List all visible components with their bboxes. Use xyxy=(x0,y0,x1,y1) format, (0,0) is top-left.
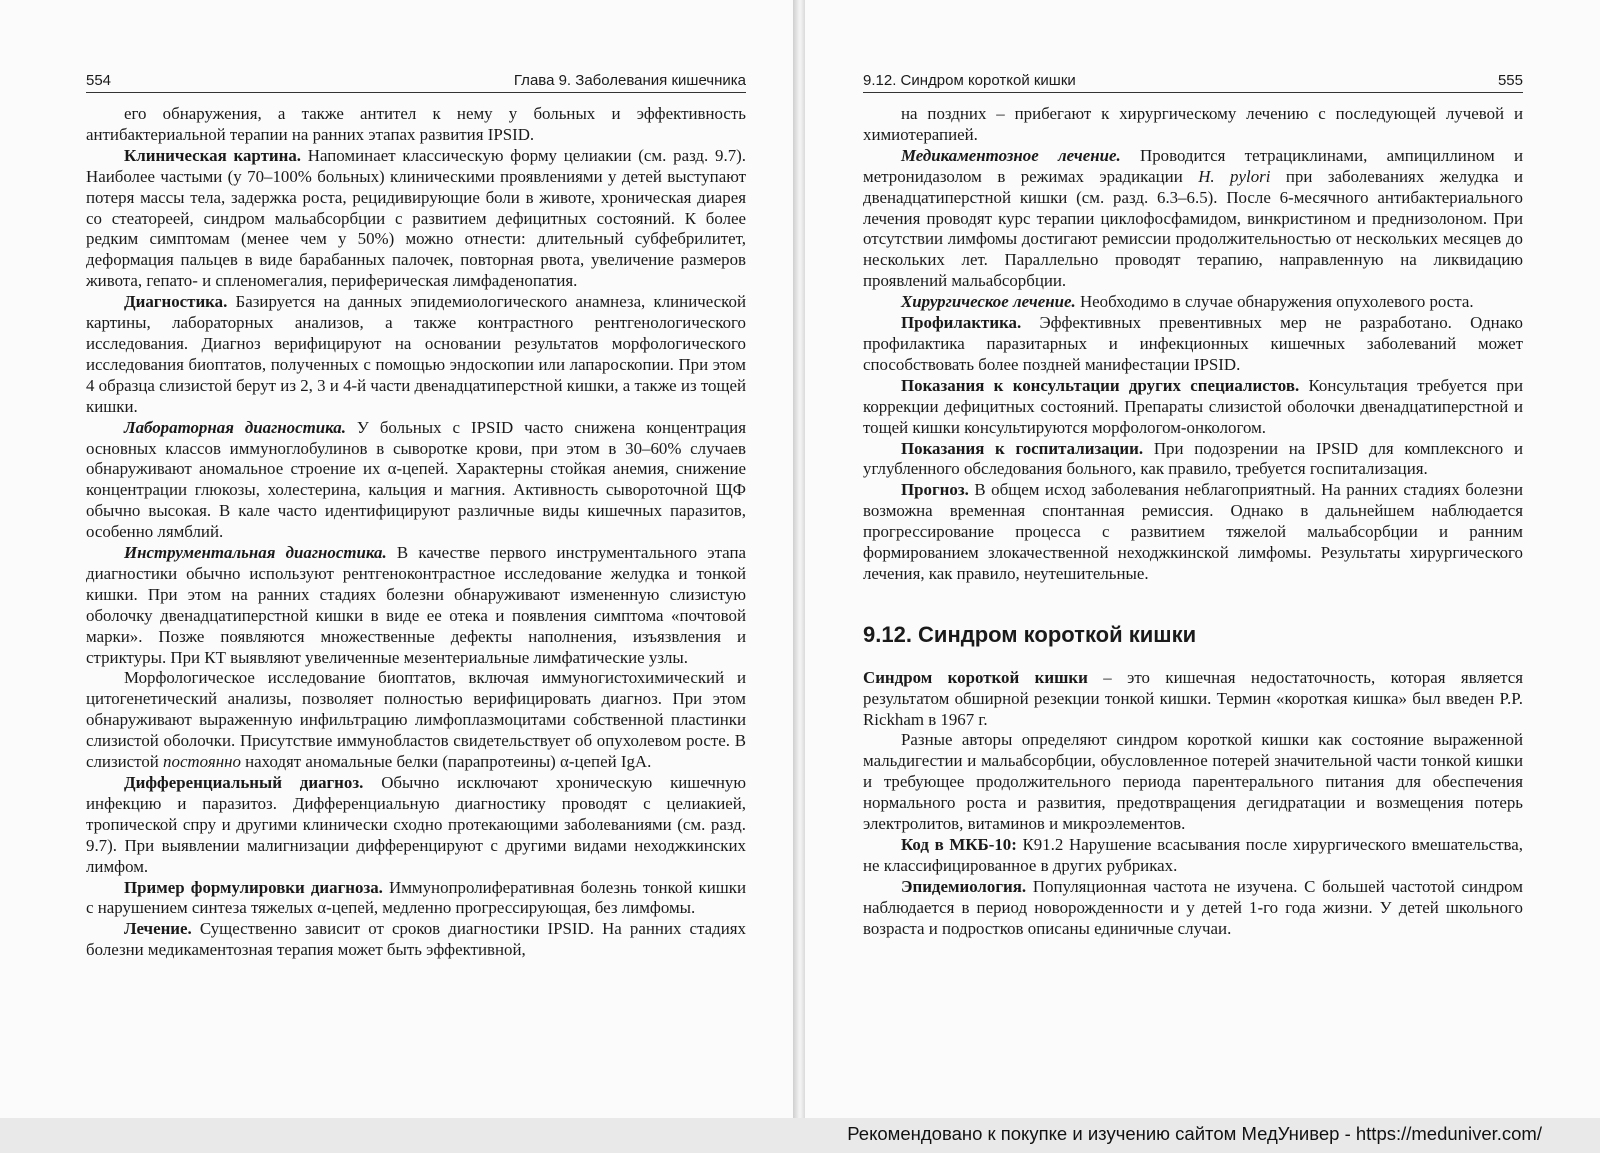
paragraph-text: Проводится тетрациклинами, ампициллином и метронидазолом в режимах эрадикации xyxy=(863,145,1523,186)
paragraph-lead: Лечение. xyxy=(124,919,192,939)
paragraph xyxy=(86,418,746,543)
paragraph-lead: Синдром короткой кишки xyxy=(863,667,1088,687)
paragraph-lead: Код в МКБ-10: xyxy=(901,835,1017,854)
paragraph-text: – это кишечная недостаточность, которая является результатом обширной резекции тонкой кишки. Термин «короткая кишка» был введен P.P. Rickham в 1967 г. xyxy=(863,667,1523,729)
paragraph-lead-italic: Медикаментозное лечение. xyxy=(901,145,1121,165)
paragraph-text: Необходимо в случае обнаружения опухолевого роста. xyxy=(1075,292,1474,312)
paragraph xyxy=(863,480,1523,585)
paragraph-lead: Прогноз. xyxy=(901,480,969,500)
left-chapter-title: Глава 9. Заболевания кишечника xyxy=(513,72,746,89)
paragraph xyxy=(86,543,746,668)
right-page-number: 555 xyxy=(1497,72,1523,89)
paragraph xyxy=(86,146,746,292)
paragraph xyxy=(86,878,746,920)
right-section-title: 9.12. Синдром короткой кишки xyxy=(863,72,1076,89)
paragraph-tail: при заболеваниях желудка и двенадцатиперстной кишки (см. разд. 6.3–6.5). После 6-месячного антибактериального лечения проводят курс терапии циклофосфамидом, винкристином и преднизолоном. При отсутствии лимфомы достигают ремиссии продолжительностью от нескольких месяцев до нескольких лет. Параллельно проводят терапию, направленную на ликвидацию проявлений мальабсорбции. xyxy=(863,166,1523,291)
paragraph-italic: H. pylori xyxy=(1198,166,1271,186)
paragraph-lead: Пример формулировки диагноза. xyxy=(124,877,383,897)
paragraph xyxy=(86,668,746,773)
paragraph xyxy=(863,877,1523,940)
paragraph-text: на поздних – прибегают к хирургическому лечению с последующей лучевой и химиотерапией. xyxy=(863,104,1523,144)
paragraph-lead: Профилактика. xyxy=(901,313,1022,333)
footer-watermark: Рекомендовано к покупке и изучению сайтом МедУнивер - https://meduniver.com/ xyxy=(847,1123,1542,1144)
paragraph xyxy=(86,292,746,417)
left-page-body xyxy=(86,104,746,961)
paragraph-lead: Дифференциальный диагноз. xyxy=(124,773,364,792)
right-top-paragraphs xyxy=(863,104,1523,585)
paragraph-lead-italic: Инструментальная диагностика. xyxy=(124,543,387,563)
paragraph-text: Разные авторы определяют синдром короткой кишки как состояние выраженной мальдигестии и мальабсорбции, обусловленное потерей значительной части тонкой кишки и требующее продолжительного периода парентерального питания для обеспечения нормального роста и развития, предотвращения дегидратации и возмещения потерь электролитов, витаминов и микроэлементов. xyxy=(863,730,1523,834)
paragraph xyxy=(863,146,1523,292)
paragraph-lead-italic: Хирургическое лечение. xyxy=(901,292,1076,312)
paragraph-lead: Показания к консультации других специалистов. xyxy=(901,375,1300,395)
paragraph xyxy=(863,376,1523,439)
paragraph xyxy=(863,668,1523,731)
paragraph xyxy=(863,292,1523,313)
paragraph xyxy=(863,730,1523,835)
paragraph-tail: находят аномальные белки (парапротеины) α-цепей IgA. xyxy=(240,752,652,772)
paragraph-lead: Эпидемиология. xyxy=(901,876,1027,896)
paragraph xyxy=(86,773,746,878)
paragraph-text: При подозрении на IPSID для комплексного и углубленного обследования больного, как правило, требуется госпитализация. xyxy=(863,438,1523,479)
paragraph xyxy=(863,439,1523,481)
paragraph-text: Базируется на данных эпидемиологического анамнеза, клинической картины, лабораторных анализов, а также контрастного рентгенологического исследования. Диагноз верифицируют на основании результатов морфологического исследования биоптатов, полученных с помощью эндоскопии или лапароскопии. При этом 4 образца слизистой берут из 2, 3 и 4-й части двенадцатиперстной кишки, а также из тощей кишки. xyxy=(86,292,746,416)
paragraph-text: его обнаружения, а также антител к нему у больных и эффективность антибактериальной терапии на ранних этапах развития IPSID. xyxy=(86,104,746,144)
paragraph-lead: Показания к госпитализации. xyxy=(901,438,1144,458)
left-page-header xyxy=(86,72,746,93)
paragraph-text: В общем исход заболевания неблагоприятный. На ранних стадиях болезни возможна временная спонтанная ремиссия. Однако в дальнейшем наблюдается прогрессирование процесса с развитием тяжелой мальабсорбции и ранним формированием злокачественной неходжкинской лимфомы. Результаты хирургического лечения, как правило, неутешительные. xyxy=(863,480,1523,583)
paragraph-text: Популяционная частота не изучена. С большей частотой синдром наблюдается в период новорожденности и у детей 1-го года жизни. У детей школьного возраста и подростков описаны единичные случаи. xyxy=(863,876,1523,938)
paragraph-text: Эффективных превентивных мер не разработано. Однако профилактика паразитарных и инфекционных кишечных заболеваний может способствовать более поздней манифестации IPSID. xyxy=(863,313,1523,374)
paragraph xyxy=(86,919,746,961)
paragraph-text: В качестве первого инструментального этапа диагностики обычно используют рентгеноконтрастное исследование желудка и тонкой кишки. При этом на ранних стадиях болезни обнаруживают измененную слизистую оболочку двенадцатиперстной кишки в виде ее отека и появления симптома «почтовой марки». Позже появляются множественные дефекты наполнения, изъязвления и стриктуры. При КТ выявляют увеличенные мезентериальные лимфатические узлы. xyxy=(86,543,746,667)
paragraph-text: У больных с IPSID часто снижена концентрация основных классов иммуноглобулинов в сыворотке крови, при этом в 30–60% случаев обнаруживают аномальное строение их α-цепей. Характерны стойкая анемия, снижение концентрации глюкозы, холестерина, кальция и магния. Активность сывороточной ЩФ обычно высокая. В кале часто идентифицируют различные виды кишечных паразитов, особенно лямблий. xyxy=(86,417,746,542)
left-page-number: 554 xyxy=(86,72,112,89)
paragraph-italic: постоянно xyxy=(163,752,241,772)
paragraph-text: К91.2 Нарушение всасывания после хирургического вмешательства, не классифицированное в других рубриках. xyxy=(863,835,1523,875)
paragraph-lead-italic: Лабораторная диагностика. xyxy=(124,417,346,437)
paragraph-lead: Клиническая картина. xyxy=(124,145,302,165)
paragraph-lead: Диагностика. xyxy=(124,292,228,312)
paragraph xyxy=(863,104,1523,146)
paragraph-text: Существенно зависит от сроков диагностики IPSID. На ранних стадиях болезни медикаментозная терапия может быть эффективной, xyxy=(86,919,746,960)
right-page-header xyxy=(863,72,1523,93)
right-bottom-paragraphs xyxy=(863,668,1523,940)
paragraph xyxy=(863,313,1523,376)
paragraph-text: Морфологическое исследование биоптатов, включая иммуногистохимический и цитогенетический анализы, позволяет полностью верифицировать диагноз. При этом обнаруживают выраженную инфильтрацию лимфоплазмоцитами собственной пластинки слизистой оболочки. Присутствие иммунобластов свидетельствует об опухолевом росте. В слизистой xyxy=(86,668,746,772)
paragraph xyxy=(86,104,746,146)
right-page-body xyxy=(863,104,1523,940)
right-page xyxy=(805,0,1600,1118)
paragraph-text: Консультация требуется при коррекции дефицитных состояний. Препараты слизистой оболочки двенадцатиперстной и тощей кишки консультируются морфологом-онкологом. xyxy=(863,375,1523,437)
left-page xyxy=(0,0,795,1118)
paragraph xyxy=(863,835,1523,877)
paragraph-text: Напоминает классическую форму целиакии (см. разд. 9.7). Наиболее частыми (у 70–100% больных) клиническими проявлениями у детей выступают потеря массы тела, задержка роста, рецидивирующие боли в животе, хроническая диарея со стеатореей, синдром мальабсорбции с развитием дефицитных состояний. К более редким симптомам (менее чем у 50%) можно отнести: длительный субфебрилитет, деформация пальцев в виде барабанных палочек, повторная рвота, увеличение размеров живота, гепато- и спленомегалия, периферическая лимфаденопатия. xyxy=(86,145,746,291)
paragraph-text: Обычно исключают хроническую кишечную инфекцию и паразитоз. Дифференциальную диагностику проводят с целиакией, тропической спру и другими клинически сходно протекающими заболеваниями (см. разд. 9.7). При выявлении малигнизации дифференцируют с другими видами неходжкинских лимфом. xyxy=(86,773,746,876)
section-heading: 9.12. Синдром короткой кишки xyxy=(863,621,1197,647)
paragraph-text: Иммунопролиферативная болезнь тонкой кишки с нарушением синтеза тяжелых α-цепей, медленно прогрессирующая, без лимфомы. xyxy=(86,877,746,918)
